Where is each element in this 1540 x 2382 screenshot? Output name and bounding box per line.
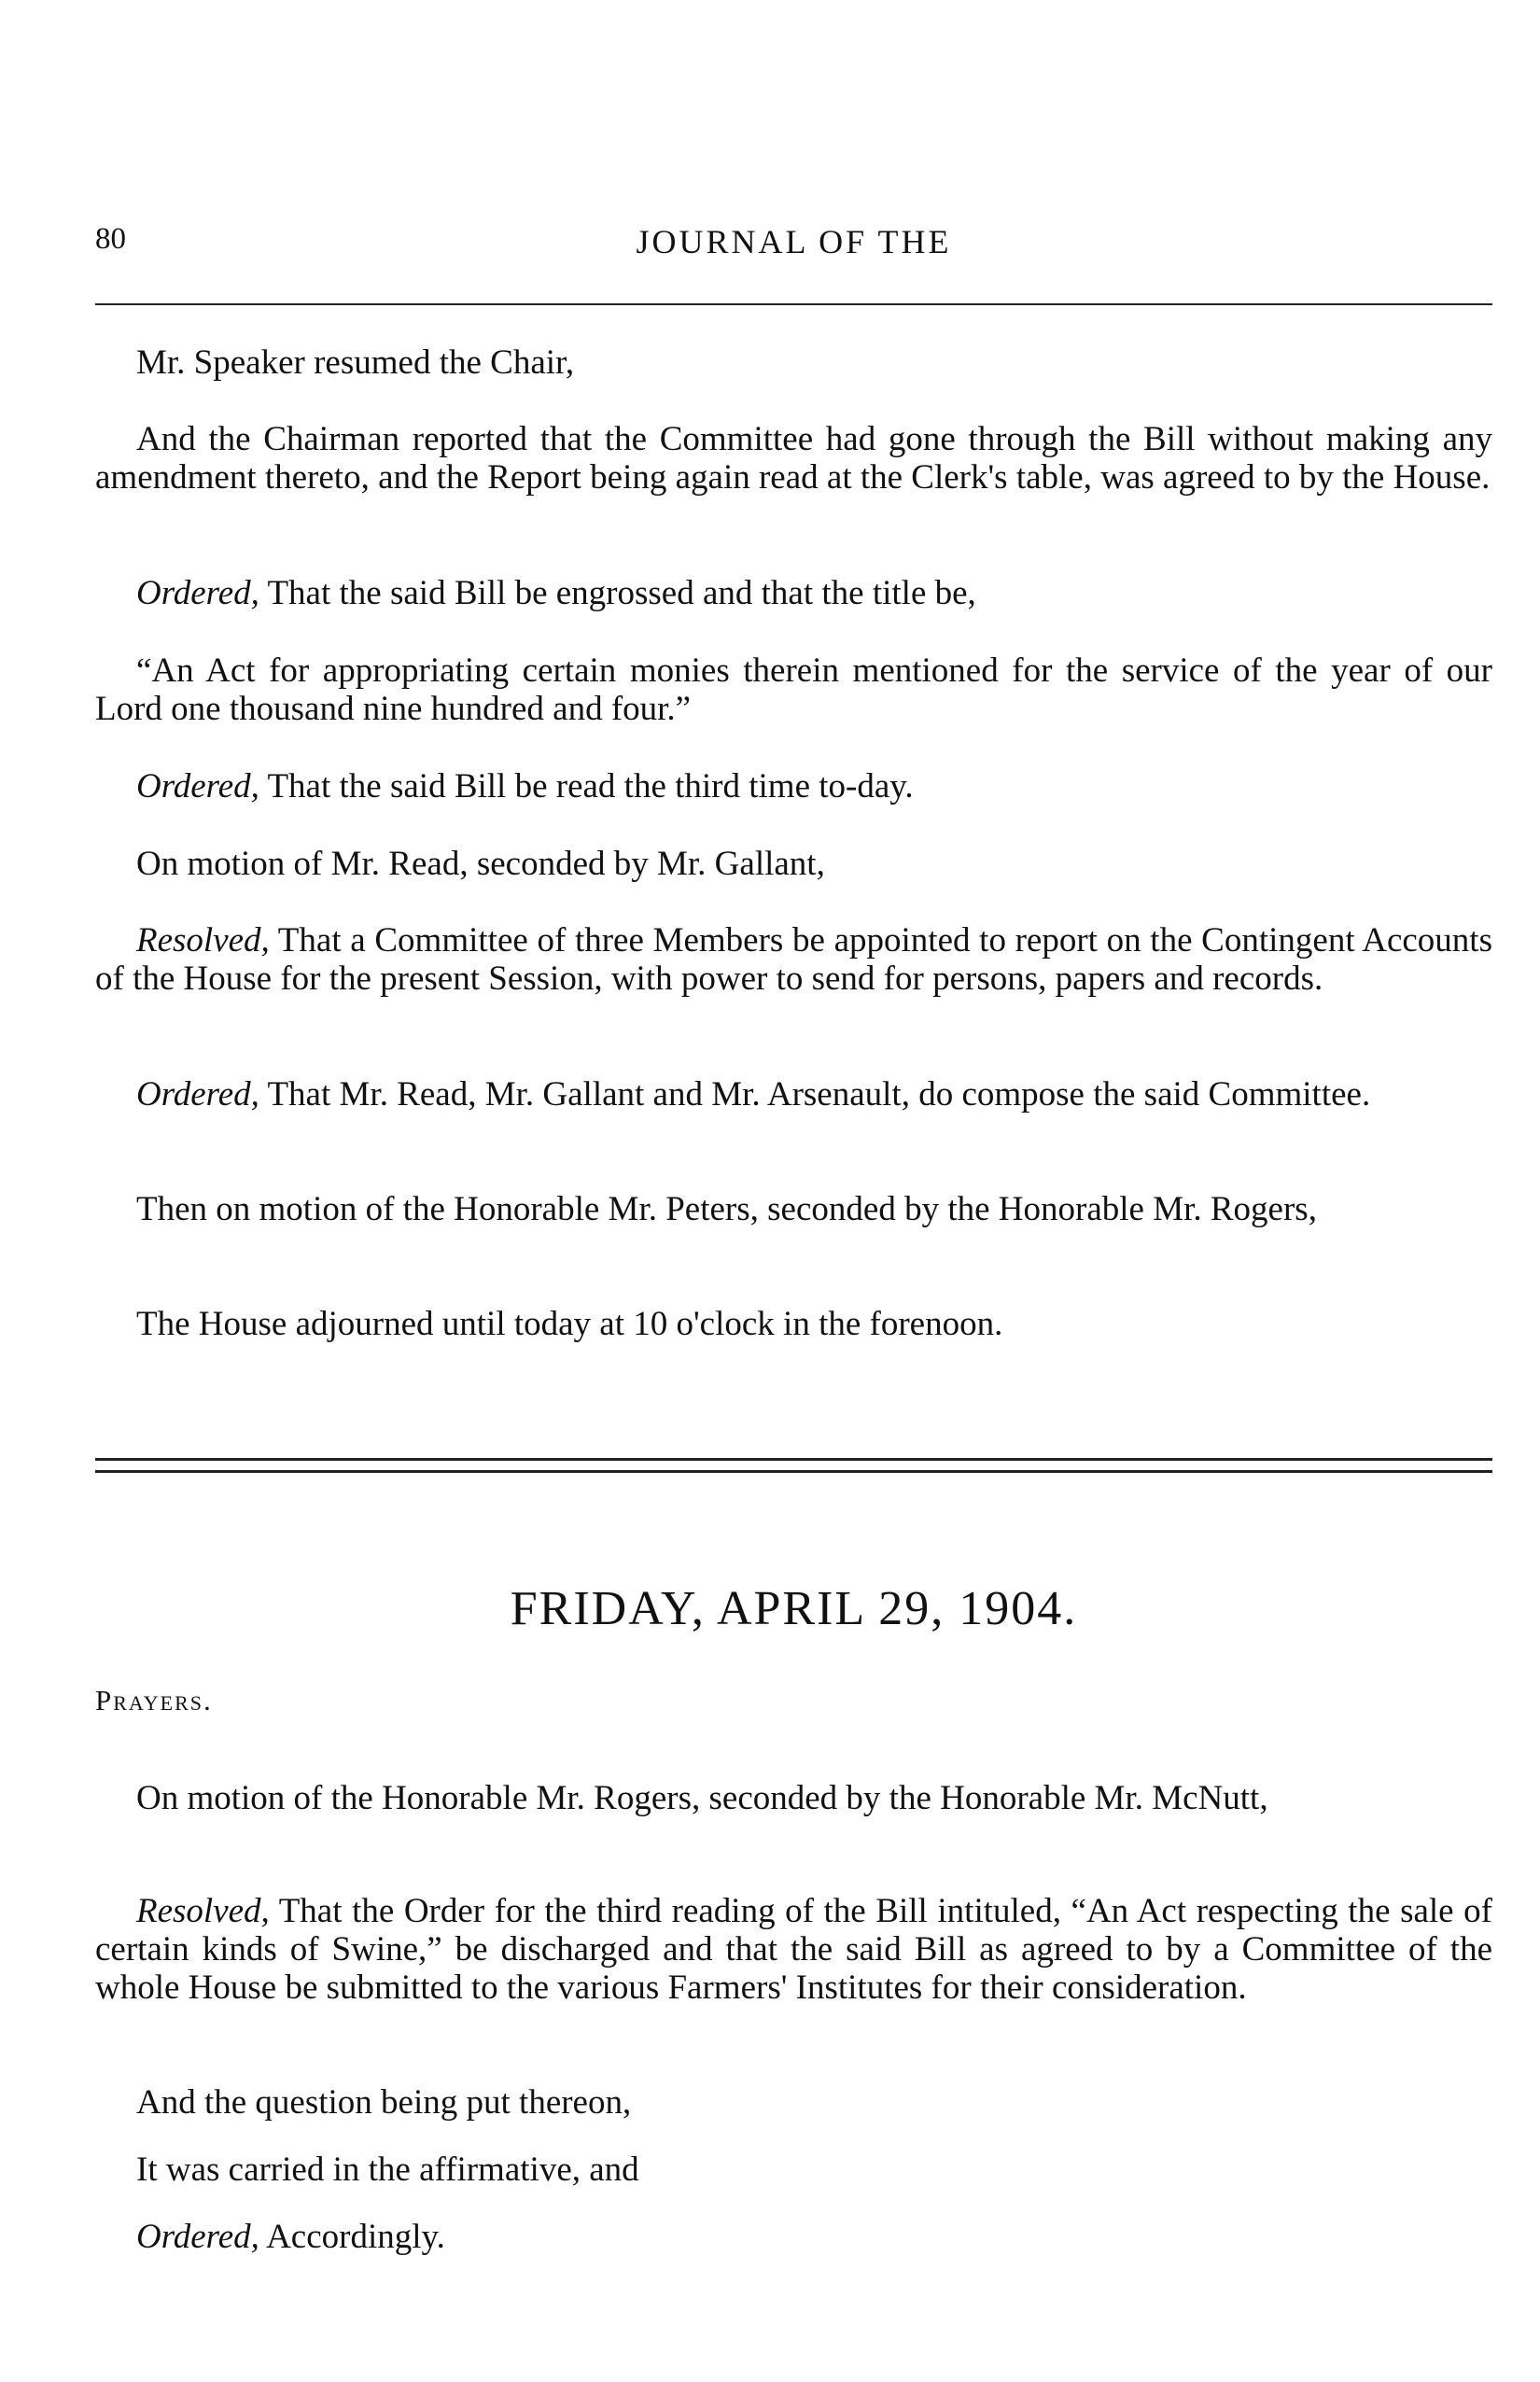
running-head: JOURNAL OF THE [636, 223, 952, 260]
paragraph-text [95, 574, 1492, 612]
section-divider [95, 1458, 1492, 1473]
paragraph [95, 767, 1492, 806]
paragraph-text [95, 767, 1492, 806]
prayers-label: Prayers. [95, 1684, 213, 1716]
paragraph-body: That the said Bill be engrossed and that the title be, [259, 574, 976, 612]
date-heading: FRIDAY, APRIL 29, 1904. [510, 1582, 1078, 1635]
paragraph-text: On motion of the Honorable Mr. Rogers, seconded by the Honorable Mr. McNutt, [136, 1779, 1268, 1817]
paragraph [95, 420, 1492, 497]
ordered-label: Ordered, [136, 2218, 259, 2256]
paragraph-text: “An Act for appropriating certain monies therein mentioned for the service of the year of our Lord one thousand nine hundred and four.” [95, 652, 1492, 728]
ordered-label: Ordered, [136, 574, 259, 612]
paragraph [95, 574, 1492, 612]
paragraph [95, 2151, 1492, 2189]
paragraph [95, 1779, 1492, 1817]
paragraph-text: On motion of Mr. Read, seconded by Mr. Gallant, [136, 845, 825, 883]
paragraph-text: It was carried in the affirmative, and [136, 2151, 639, 2189]
paragraph [95, 652, 1492, 728]
paragraph-body: That the Order for the third reading of the Bill intituled, “An Act respecting the sale of certain kinds of Swine,” be discharged and that the said Bill as agreed to by a Committee of the whole House be submitted to the various Farmers' Institutes for their consideration. [95, 1892, 1492, 2007]
paragraph-text [95, 921, 1492, 998]
paragraph-body: That the said Bill be read the third time to-day. [259, 767, 914, 806]
paragraph-text: And the question being put thereon, [136, 2083, 632, 2122]
paragraph-text: The House adjourned until today at 10 o'clock in the forenoon. [136, 1305, 1003, 1343]
paragraph-text: Mr. Speaker resumed the Chair, [136, 343, 575, 382]
paragraph [95, 343, 1492, 382]
resolved-label: Resolved, [136, 921, 270, 960]
page-number: 80 [95, 222, 126, 256]
paragraph-text: And the Chairman reported that the Committee had gone through the Bill without making any amendment thereto, and the Report being again read at the Clerk's table, was agreed to by the House. [95, 420, 1492, 497]
paragraph-text [95, 2218, 1492, 2256]
paragraph-text [95, 1892, 1492, 2007]
paragraph-body: Accordingly. [259, 2218, 445, 2256]
paragraph [95, 1305, 1492, 1343]
paragraph-body: That a Committee of three Members be appointed to report on the Contingent Accounts of the House for the present Session, with power to send for persons, papers and records. [95, 921, 1492, 998]
ordered-label: Ordered, [136, 1075, 259, 1114]
paragraph-body: That Mr. Read, Mr. Gallant and Mr. Arsenault, do compose the said Committee. [259, 1075, 1371, 1114]
paragraph [95, 845, 1492, 883]
paragraph [95, 2218, 1492, 2256]
resolved-label: Resolved, [136, 1892, 270, 1930]
page-header [95, 222, 1492, 278]
paragraph [95, 2083, 1492, 2122]
paragraph-text [95, 1075, 1492, 1114]
paragraph [95, 1075, 1492, 1114]
paragraph [95, 921, 1492, 998]
ordered-label: Ordered, [136, 767, 259, 806]
paragraph [95, 1190, 1492, 1228]
paragraph [95, 1892, 1492, 2007]
header-rule [95, 303, 1492, 305]
paragraph-text: Then on motion of the Honorable Mr. Peters, seconded by the Honorable Mr. Rogers, [136, 1190, 1317, 1228]
